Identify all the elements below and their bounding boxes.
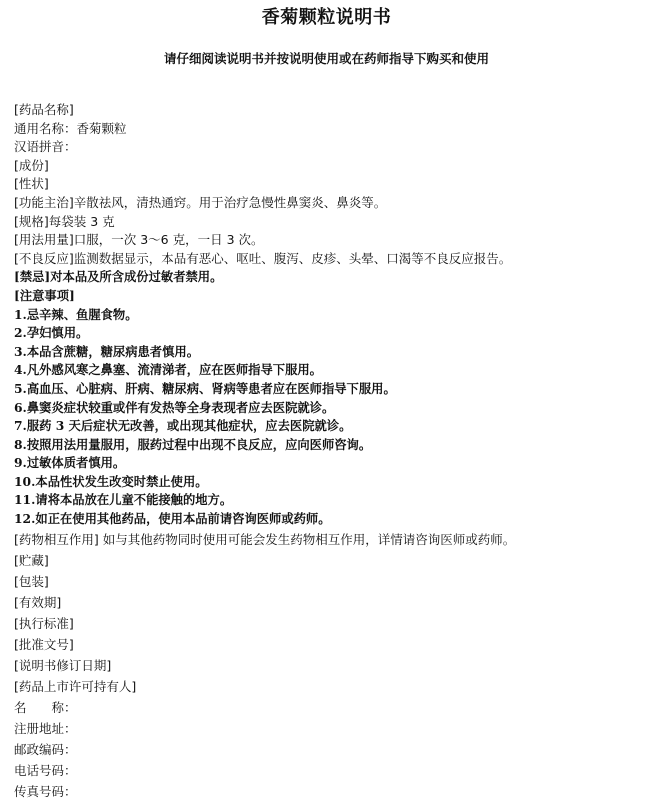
leaflet-line: 6.鼻窦炎症状较重或伴有发热等全身表现者应去医院就诊。 [14,399,335,415]
leaflet-line: 9.过敏体质者慎用。 [14,455,126,471]
leaflet-line: 传真号码： [14,783,77,799]
leaflet-line: 12.如正在使用其他药品，使用本品前请咨询医师或药师。 [14,511,331,527]
leaflet-line: [成份] [14,157,49,173]
leaflet-line: 通用名称：香菊颗粒 [14,120,127,136]
leaflet-line: 11.请将本品放在儿童不能接触的地方。 [14,492,233,508]
leaflet-line: [包装] [14,573,49,589]
leaflet-line: [药品上市许可持有人] [14,678,137,694]
leaflet-line: [说明书修订日期] [14,657,112,673]
leaflet-line: [性状] [14,176,49,192]
leaflet-line: 7.服药 3 天后症状无改善，或出现其他症状，应去医院就诊。 [14,418,352,434]
leaflet-line: [注意事项] [14,287,75,303]
leaflet-line: 10.本品性状发生改变时禁止使用。 [14,473,208,489]
document-subtitle: 请仔细阅读说明书并按说明使用或在药师指导下购买和使用 [163,51,489,66]
leaflet-line: 2.孕妇慎用。 [14,325,89,341]
leaflet-line: 汉语拼音： [14,139,77,155]
leaflet-line: 电话号码： [14,762,77,778]
document-title: 香菊颗粒说明书 [261,7,392,28]
leaflet-line: 8.按照用法用量服用，服药过程中出现不良反应，应向医师咨询。 [14,436,372,452]
leaflet-line: [有效期] [14,594,62,610]
leaflet-line: [批准文号] [14,636,74,652]
leaflet-line: [药品名称] [14,102,74,117]
leaflet-line: [药物相互作用] 如与其他药物同时使用可能会发生药物相互作用，详情请咨询医师或药师。 [14,531,516,547]
leaflet-line: 注册地址： [14,720,77,736]
leaflet-line: [执行标准] [14,615,74,631]
leaflet-line: [功能主治]辛散祛风，清热通窍。用于治疗急慢性鼻窦炎、鼻炎等。 [14,194,387,210]
leaflet-line: 名 称： [14,699,77,715]
leaflet-line: 4.凡外感风寒之鼻塞、流清涕者，应在医师指导下服用。 [14,362,322,378]
leaflet-line: [规格]每袋装 3 克 [14,213,115,229]
leaflet-line: 1.忌辛辣、鱼腥食物。 [14,306,138,322]
leaflet-line: [用法用量]口服，一次 3～6 克，一日 3 次。 [14,232,264,248]
leaflet-body [14,101,648,802]
leaflet-line: [不良反应]监测数据显示，本品有恶心、呕吐、腹泻、皮疹、头晕、口渴等不良反应报告。 [14,250,512,266]
leaflet-line: [贮藏] [14,552,49,568]
leaflet-line: 邮政编码： [14,741,77,757]
leaflet-line: [禁忌]对本品及所含成份过敏者禁用。 [14,269,223,285]
leaflet-line: 5.高血压、心脏病、肝病、糖尿病、肾病等患者应在医师指导下服用。 [14,380,396,396]
leaflet-line: 3.本品含蔗糖，糖尿病患者慎用。 [14,343,199,359]
